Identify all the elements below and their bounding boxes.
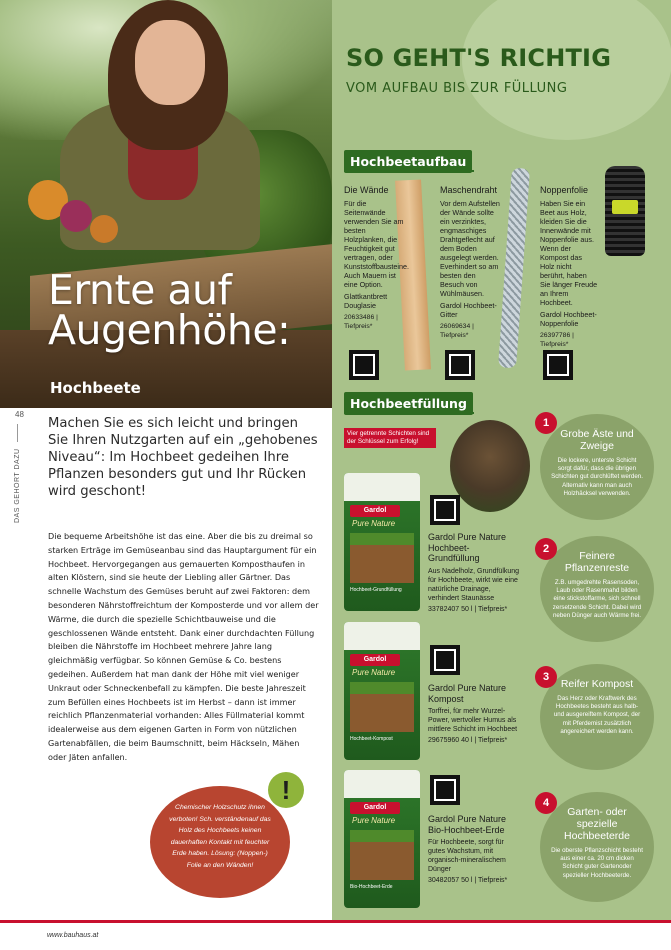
product-price: 29675960 40 l | Tiefpreis*	[428, 737, 508, 744]
build-item-mesh	[440, 186, 535, 343]
step-text: Das Herz oder Kraftwerk des Hochbeetes besteht aus halb- und ausgereiftem Kompost, der mit Pferdemist zusätzlich angereichert werden kann.	[553, 695, 641, 735]
bag-script: Pure Nature	[352, 519, 396, 528]
bag-brand: Gardol	[350, 802, 400, 814]
product-kompost	[428, 683, 520, 747]
bag-script: Pure Nature	[352, 668, 396, 677]
product-price: 30482057 50 l | Tiefpreis*	[428, 877, 508, 884]
product-text: Für Hochbeete, sorgt für gutes Wachstum, mit organisch-mineralischem Dünger	[428, 839, 506, 873]
step-title: Feinere Pflanzenreste	[564, 550, 630, 574]
tab-hochbeetfuellung: Hochbeetfüllung	[344, 392, 473, 415]
build-heading: Die Wände	[344, 185, 389, 195]
build-text: Vor dem Aufstellen der Wände sollte ein verzinktes, engmaschiges Drahtgeflecht auf dem Boden ausgelegt werden. Everhindert so am besten den Besuch von Wühlmäusen.	[440, 199, 500, 298]
step-number: 3	[535, 666, 557, 688]
soil-bag-image	[344, 473, 420, 611]
branch-pile-image	[450, 420, 530, 512]
build-item-foil	[540, 186, 635, 352]
page-number: 48	[15, 410, 24, 419]
build-heading: Noppenfolie	[540, 185, 589, 195]
step-text: Die lockere, unterste Schicht sorgt dafür, dass die übrigen Schichten gut durchlüftet werden. Alternativ kann man auch Holzhäcksel verwenden.	[551, 457, 643, 497]
soil-bag-image	[344, 622, 420, 760]
product-bio-erde	[428, 814, 520, 887]
footer-url[interactable]: www.bauhaus.at	[47, 932, 99, 939]
step-title: Grobe Äste und Zweige	[560, 428, 634, 452]
qr-code-icon[interactable]	[430, 645, 460, 675]
build-price: 26397786 | Tiefpreis*	[540, 332, 574, 348]
product-name: Gardol Pure Nature Bio-Hochbeet-Erde	[428, 814, 507, 835]
left-page	[0, 0, 332, 950]
step-number: 4	[535, 792, 557, 814]
build-product: Glattkantbrett Douglasie	[344, 292, 388, 310]
step-number: 2	[535, 538, 557, 560]
page-title: Ernte auf Augenhöhe:	[48, 266, 291, 354]
section-title: SO GEHT'S RICHTIG	[346, 44, 612, 72]
step-bubble-2	[540, 536, 654, 642]
section-subtitle: VOM AUFBAU BIS ZUR FÜLLUNG	[346, 81, 568, 96]
product-text: Torffrei, für mehr Wurzel-Power, wertvoller Humus als mittlere Schicht im Hochbeet	[428, 708, 518, 733]
side-label: DAS GEHÖRT DAZU	[14, 448, 21, 523]
product-price: 33782407 50 l | Tiefpreis*	[428, 605, 508, 613]
product-name: Gardol Pure Nature Kompost	[428, 683, 507, 704]
bag-brand: Gardol	[350, 654, 400, 666]
bag-label: Hochbeet-Grundfüllung	[350, 587, 402, 593]
product-grundfuellung	[428, 532, 520, 616]
build-product: Gardol Hochbeet-Noppenfolie	[540, 310, 597, 328]
step-bubble-1	[540, 414, 654, 520]
body-text: Die bequeme Arbeitshöhe ist das eine. Aber die bis zu dreimal so starken Erträge im Gemüseanbau sind das Hauptargument für ein Hochbeet. Hervorgegangen aus gemauerten Komposthaufen in alten Klöstern, sind sie heute der Liebling aller Gärtner. Das schnelle Wachstum des Gemüses beruht auf zwei Faktoren: dem besonderen Nährstoffreichtum der Komposterde und vor allem der Wärme, die durch die spezielle Schichtbauweise und die geschlossenen Wände entsteht. Dank einer durchdachten Füllung bleiben die Nährstoffe im Hochbeet mehrere Jahre lang gleichmäßig verfügbar. So können Gemüse & Co. bestens gedeihen. Außerdem hat man dank der Höhe mit viel weniger Unkraut oder Schneckenbefall zu kämpfen. Die beste Jahreszeit zum Befüllen eines Hochbeets ist im Herbst – dann ist immer reichlich Pflanzenmaterial vorhanden: Alles Füllmaterial kommt idealerweise aus dem eigenen Garten in Form von nützlichen Gartenabfällen, die beim Baumschnitt, beim Häckseln, Mähen oder Jäten anfallen.	[48, 531, 319, 762]
soil-bag-image	[344, 770, 420, 908]
tab-hochbeetaufbau: Hochbeetaufbau	[344, 150, 472, 173]
qr-code-icon[interactable]	[445, 350, 475, 380]
page-subtitle: Hochbeete	[50, 379, 141, 397]
step-bubble-4	[540, 792, 654, 902]
build-price: 26069634 | Tiefpreis*	[440, 323, 474, 339]
bag-label: Hochbeet-Kompost	[350, 736, 393, 742]
qr-code-icon[interactable]	[349, 350, 379, 380]
intro-text: Machen Sie es sich leicht und bringen Sie Ihren Nutzgarten auf ein „gehobenes Niveau“: Im Hochbeet gedeihen Ihre Pflanzen besonders gut und Ihr Rücken wird geschont!	[48, 416, 318, 499]
qr-code-icon[interactable]	[430, 775, 460, 805]
bag-script: Pure Nature	[352, 816, 396, 825]
build-heading: Maschendraht	[440, 185, 498, 195]
warning-label: Vier getrennte Schichten sind der Schlüssel zum Erfolg!	[344, 428, 436, 448]
step-title: Reifer Kompost	[560, 678, 634, 690]
step-number: 1	[535, 412, 557, 434]
step-text: Z.B. umgedrehte Rasensoden, Laub oder Rasenmahd bilden eine stickstoffarme, sich schnell zersetzende Schicht. Dabei wird neben Dünger auch Wärme frei.	[552, 579, 642, 619]
build-product: Gardol Hochbeet-Gitter	[440, 301, 497, 319]
footer-rule	[0, 920, 671, 923]
qr-code-icon[interactable]	[430, 495, 460, 525]
bag-brand: Gardol	[350, 505, 400, 517]
bag-label: Bio-Hochbeet-Erde	[350, 884, 393, 890]
build-item-walls	[344, 186, 439, 334]
product-text: Aus Nadelholz, Grundfülkung für Hochbeete, wirkt wie eine natürliche Drainage, verhindert Staunässe	[428, 567, 520, 602]
step-bubble-3	[540, 664, 654, 770]
qr-code-icon[interactable]	[543, 350, 573, 380]
exclamation-icon: !	[268, 772, 304, 808]
step-title: Garten- oder spezielle Hochbeeterde	[564, 806, 630, 842]
build-text: Haben Sie ein Beet aus Holz, kleiden Sie die Innenwände mit Noppenfolie aus. Wenn der Kompost das Holz nicht berührt, haben Sie länger Freude an Ihrem Hochbeet.	[540, 199, 598, 307]
step-text: Die oberste Pflanzschicht besteht aus einer ca. 20 cm dicken Schicht guter Gartenoder spezieller Hochbeeterde.	[551, 847, 643, 879]
product-name: Gardol Pure Nature Hochbeet-Grundfüllung	[428, 532, 507, 563]
build-price: 20633486 | Tiefpreis*	[344, 314, 378, 330]
tip-bubble: Chemischer Holzschutz ihnen verboten! Sch. verständenauf das Holz des Hochbeets keinen dauerhaften Kontakt mit feuchter Erde haben. Lösung: (Noppen-) Folie an den Wänden!	[150, 786, 290, 898]
build-text: Für die Seitenwände verwenden Sie am besten Holzplanken, die Feuchtigkeit gut vertragen, oder Kunststoffbausteine. Auch Mauern ist eine Option.	[344, 199, 409, 289]
